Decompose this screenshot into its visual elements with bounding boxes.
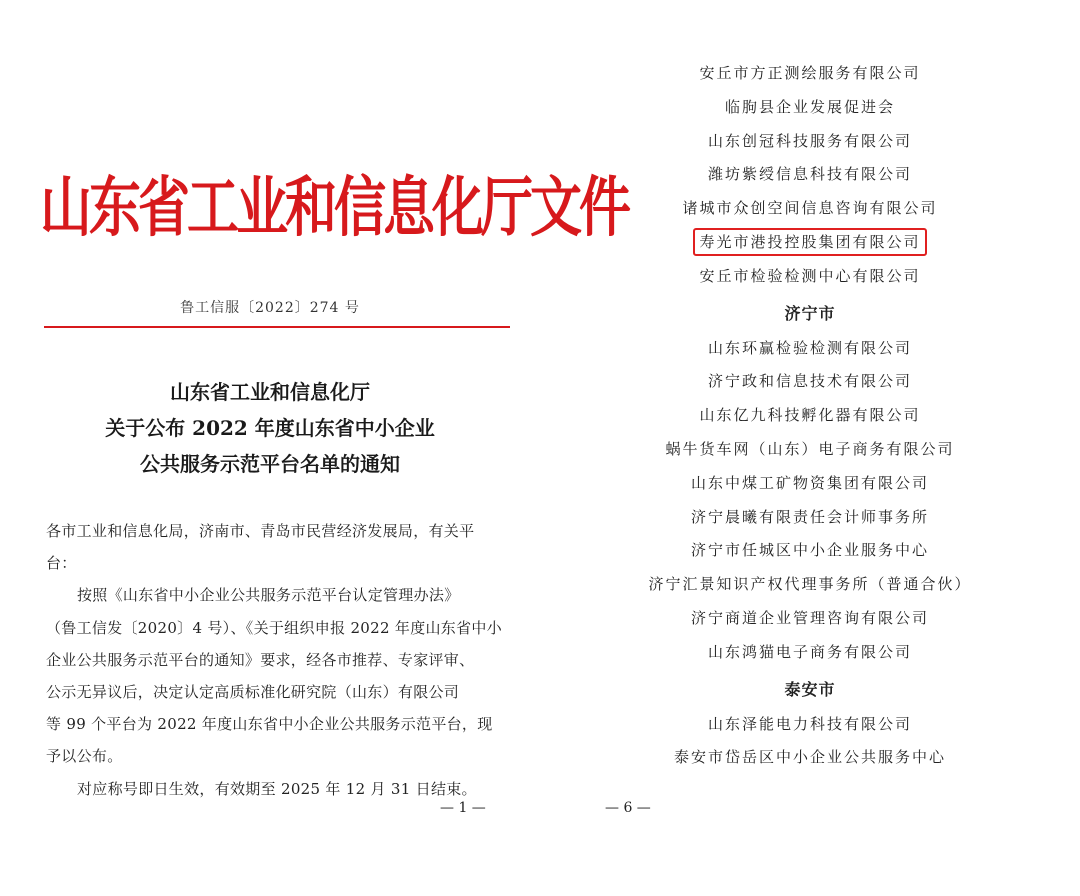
company-name: 泰安市岱岳区中小企业公共服务中心 (673, 748, 946, 767)
company-row (540, 534, 1080, 568)
company-row (540, 365, 1080, 399)
company-name: 安丘市方正测绘服务有限公司 (699, 64, 921, 82)
city-heading (540, 670, 1080, 708)
company-list (540, 57, 1080, 775)
notice-title (0, 374, 540, 482)
company-row (540, 636, 1080, 670)
company-row (540, 260, 1080, 294)
body-line: 企业公共服务示范平台的通知》要求，经各市推荐、专家评审、 (46, 650, 475, 669)
company-row (540, 467, 1080, 501)
page-number: — 1 — (440, 800, 486, 816)
company-row (540, 433, 1080, 467)
body-line: 等 99 个平台为 2022 年度山东省中小企业公共服务示范平台，现 (46, 715, 493, 734)
title-line: 关于公布 2022 年度山东省中小企业 (105, 416, 435, 440)
right-page (540, 0, 1080, 896)
body-line: 公示无异议后，决定认定高质标准化研究院（山东）有限公司 (46, 682, 460, 701)
document-number: 鲁工信服〔2022〕274 号 (180, 300, 360, 316)
title-line: 公共服务示范平台名单的通知 (140, 452, 400, 476)
notice-body (46, 515, 512, 805)
highlighted-company: 寿光市港投控股集团有限公司 (693, 228, 926, 256)
city-name: 泰安市 (784, 679, 836, 699)
company-name: 诸城市众创空间信息咨询有限公司 (682, 199, 938, 218)
company-row (540, 91, 1080, 125)
company-name: 济宁市任城区中小企业服务中心 (690, 541, 929, 560)
company-name: 安丘市检验检测中心有限公司 (699, 266, 921, 285)
body-line: （鲁工信发〔2020〕4 号）、《关于组织申报 2022 年度山东省中小 (46, 618, 502, 637)
city-name: 济宁市 (784, 303, 836, 323)
company-row (540, 226, 1080, 260)
company-name: 济宁政和信息技术有限公司 (707, 372, 912, 391)
company-row (540, 192, 1080, 226)
page-number: — 6 — (605, 800, 651, 816)
document-header: 山东省工业和信息化厅文件 (40, 169, 629, 246)
company-name: 山东泽能电力科技有限公司 (707, 714, 912, 733)
company-name: 济宁晨曦有限责任会计师事务所 (690, 507, 929, 526)
company-row (540, 501, 1080, 535)
title-line: 山东省工业和信息化厅 (170, 380, 370, 404)
company-row (540, 568, 1080, 602)
company-name: 蜗牛货车网（山东）电子商务有限公司 (665, 439, 955, 458)
company-row (540, 399, 1080, 433)
company-name: 山东中煤工矿物资集团有限公司 (690, 473, 929, 492)
company-row (540, 57, 1080, 91)
company-name: 济宁汇景知识产权代理事务所（普通合伙） (648, 575, 972, 594)
company-name: 临朐县企业发展促进会 (724, 97, 895, 116)
company-row (540, 708, 1080, 742)
body-line (46, 515, 512, 547)
company-name: 济宁商道企业管理咨询有限公司 (690, 608, 929, 627)
company-row (540, 125, 1080, 159)
addressee-text: 各市工业和信息化局，济南市、青岛市民营经济发展局，有关平 (46, 522, 475, 540)
body-line: 对应称号即日生效，有效期至 2025 年 12 月 31 日结束。 (77, 779, 477, 798)
body-line: 予以公布。 (46, 747, 123, 766)
company-row (540, 332, 1080, 366)
company-row (540, 602, 1080, 636)
addressee-text-cont: 台： (46, 554, 77, 573)
company-row (540, 158, 1080, 192)
body-line: 按照《山东省中小企业公共服务示范平台认定管理办法》 (77, 586, 460, 605)
company-name: 山东环赢检验检测有限公司 (707, 338, 912, 357)
company-name: 潍坊紫绶信息科技有限公司 (707, 165, 912, 184)
company-name: 山东鸿猫电子商务有限公司 (707, 642, 912, 661)
company-name: 山东创冠科技服务有限公司 (707, 131, 912, 150)
city-heading (540, 294, 1080, 332)
company-name: 山东亿九科技孵化器有限公司 (699, 406, 921, 425)
red-divider (44, 326, 510, 328)
company-row (540, 741, 1080, 775)
body-line (46, 547, 512, 579)
